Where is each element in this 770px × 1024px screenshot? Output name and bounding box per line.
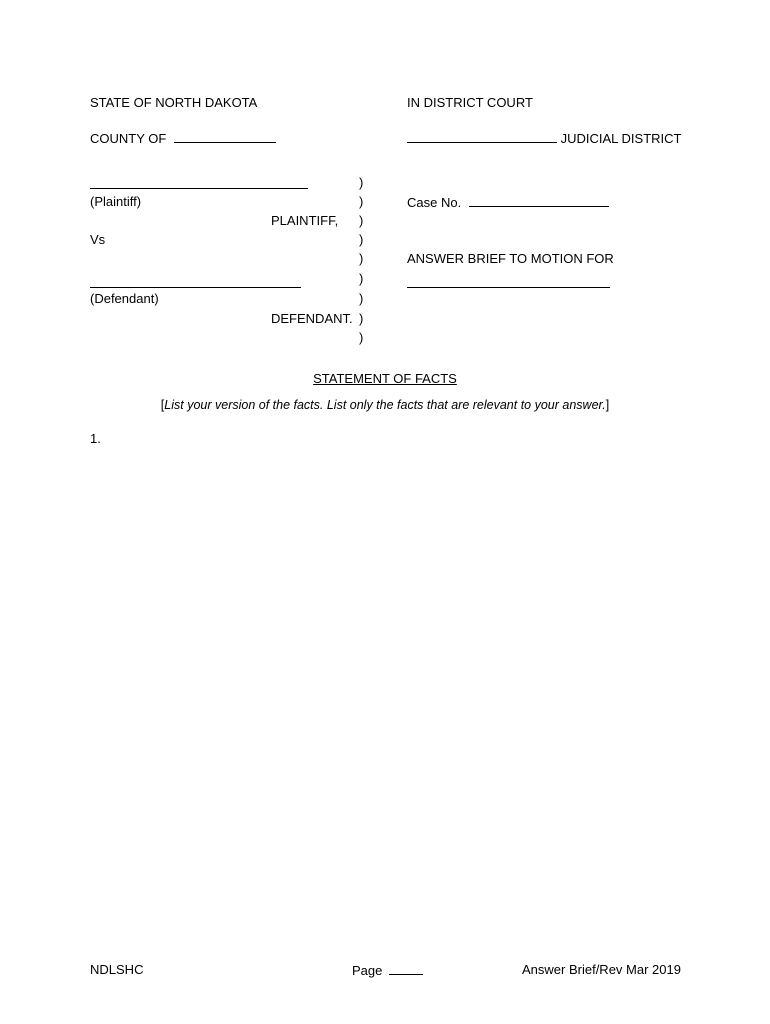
defendant-name-blank[interactable] — [90, 287, 301, 288]
statement-of-facts-heading: STATEMENT OF FACTS — [313, 371, 457, 386]
statement-of-facts-heading-row — [0, 371, 770, 386]
district-line — [407, 130, 681, 146]
case-number-blank[interactable] — [469, 194, 609, 207]
page-number-blank[interactable] — [389, 962, 423, 975]
state-heading: STATE OF NORTH DAKOTA — [90, 95, 258, 110]
caption-paren: ) — [359, 213, 364, 228]
instruction-row — [0, 398, 770, 412]
case-number-line — [407, 194, 609, 210]
caption-paren: ) — [359, 330, 364, 345]
county-blank[interactable] — [174, 130, 276, 143]
caption-paren: ) — [359, 311, 364, 326]
plaintiff-label: (Plaintiff) — [90, 194, 142, 209]
plaintiff-role: PLAINTIFF, — [271, 213, 339, 228]
fact-item-1: 1. — [90, 431, 101, 446]
defendant-label: (Defendant) — [90, 291, 159, 306]
page-label: Page — [352, 963, 383, 978]
defendant-role: DEFENDANT. — [271, 311, 353, 326]
caption-paren: ) — [359, 271, 364, 286]
caption-paren: ) — [359, 291, 364, 306]
instruction-text: List your version of the facts. List only the facts that are relevant to your answer. — [164, 398, 606, 412]
footer-right: Answer Brief/Rev Mar 2019 — [522, 962, 681, 977]
county-line — [90, 130, 276, 146]
case-number-label: Case No. — [407, 195, 462, 210]
county-label: COUNTY OF — [90, 131, 167, 146]
caption-paren: ) — [359, 194, 364, 209]
caption-paren: ) — [359, 251, 364, 266]
footer-page — [352, 962, 423, 978]
motion-blank[interactable] — [407, 287, 610, 288]
district-label: JUDICIAL DISTRICT — [560, 131, 682, 146]
instruction-close-bracket: ] — [605, 398, 610, 412]
plaintiff-name-blank[interactable] — [90, 188, 308, 189]
caption-paren: ) — [359, 175, 364, 190]
caption-paren: ) — [359, 232, 364, 247]
court-heading: IN DISTRICT COURT — [407, 95, 533, 110]
motion-title: ANSWER BRIEF TO MOTION FOR — [407, 251, 614, 266]
versus-label: Vs — [90, 232, 106, 247]
footer-left: NDLSHC — [90, 962, 144, 977]
district-blank[interactable] — [407, 130, 557, 143]
instruction-open-bracket: [ — [160, 398, 165, 412]
